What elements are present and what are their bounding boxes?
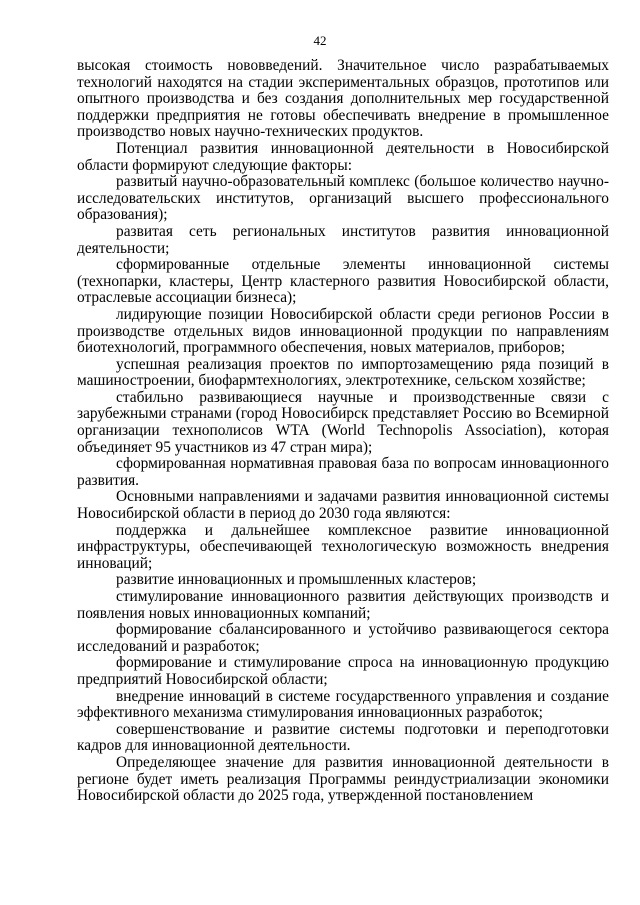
- list-item-direction: формирование и стимулирование спроса на инновационную продукцию предприятий Новосибирской области;: [77, 654, 609, 688]
- paragraph-directions-intro: Основными направлениями и задачами развития инновационной системы Новосибирской области в период до 2030 года являются:: [77, 488, 609, 523]
- list-item-direction: формирование сбалансированного и устойчиво развивающегося сектора исследований и разработок;: [77, 621, 609, 655]
- paragraph-program: Определяющее значение для развития инновационной деятельности в регионе будет иметь реализация Программы реиндустриализации экономики Новосибирской области до 2025 года, утвержденной постановлением: [77, 753, 609, 805]
- list-item-factor: сформированные отдельные элементы инновационной системы (технопарки, кластеры, Центр кластерного развития Новосибирской области, отраслевые ассоциации бизнеса);: [77, 256, 609, 307]
- list-item-direction: развитие инновационных и промышленных кластеров;: [116, 571, 477, 589]
- list-item-factor: успешная реализация проектов по импортозамещению ряда позиций в машиностроении, биофармтехнологиях, электротехнике, сельском хозяйстве;: [77, 355, 609, 390]
- list-item-direction: поддержка и дальнейшее комплексное развитие инновационной инфраструктуры, обеспечивающей технологическую возможность внедрения инноваций;: [77, 521, 609, 572]
- document-body: [77, 58, 609, 805]
- list-item-factor: стабильно развивающиеся научные и производственные связи с зарубежными странами (город Новосибирск представляет Россию во Всемирной организации технополисов WTA (World Technopolis Association), которая объединяет 95 участников из 47 стран мира);: [77, 388, 609, 456]
- list-item-factor: сформированная нормативная правовая база по вопросам инновационного развития.: [77, 455, 609, 489]
- list-item-factor: развитая сеть региональных институтов развития инновационной деятельности;: [77, 222, 609, 257]
- list-item-direction: внедрение инноваций в системе государственного управления и создание эффективного механизма стимулирования инновационных разработок;: [77, 687, 609, 722]
- list-item-factor: лидирующие позиции Новосибирской области среди регионов России в производстве отдельных видов инновационной продукции по направлениям биотехнологий, программного обеспечения, новых материалов, приборов;: [77, 305, 609, 357]
- paragraph-potential-intro: Потенциал развития инновационной деятельности в Новосибирской области формируют следующие факторы:: [77, 139, 609, 174]
- list-item-factor: развитый научно-образовательный комплекс (большое количество научно-исследовательских институтов, организаций высшего профессионального образования);: [77, 173, 609, 224]
- list-item-direction: стимулирование инновационного развития действующих производств и появления новых инновационных компаний;: [77, 588, 609, 622]
- list-item-direction: совершенствование и развитие системы подготовки и переподготовки кадров для инновационной деятельности.: [77, 720, 609, 755]
- page-number: 42: [313, 33, 327, 48]
- paragraph-continuation: высокая стоимость нововведений. Значительное число разрабатываемых технологий находятся на стадии экспериментальных образцов, прототипов или опытного производства и без создания дополнительных мер государственной поддержки предприятия не готовы обеспечивать внедрение в промышленное производство новых научно-технических продуктов.: [77, 57, 609, 141]
